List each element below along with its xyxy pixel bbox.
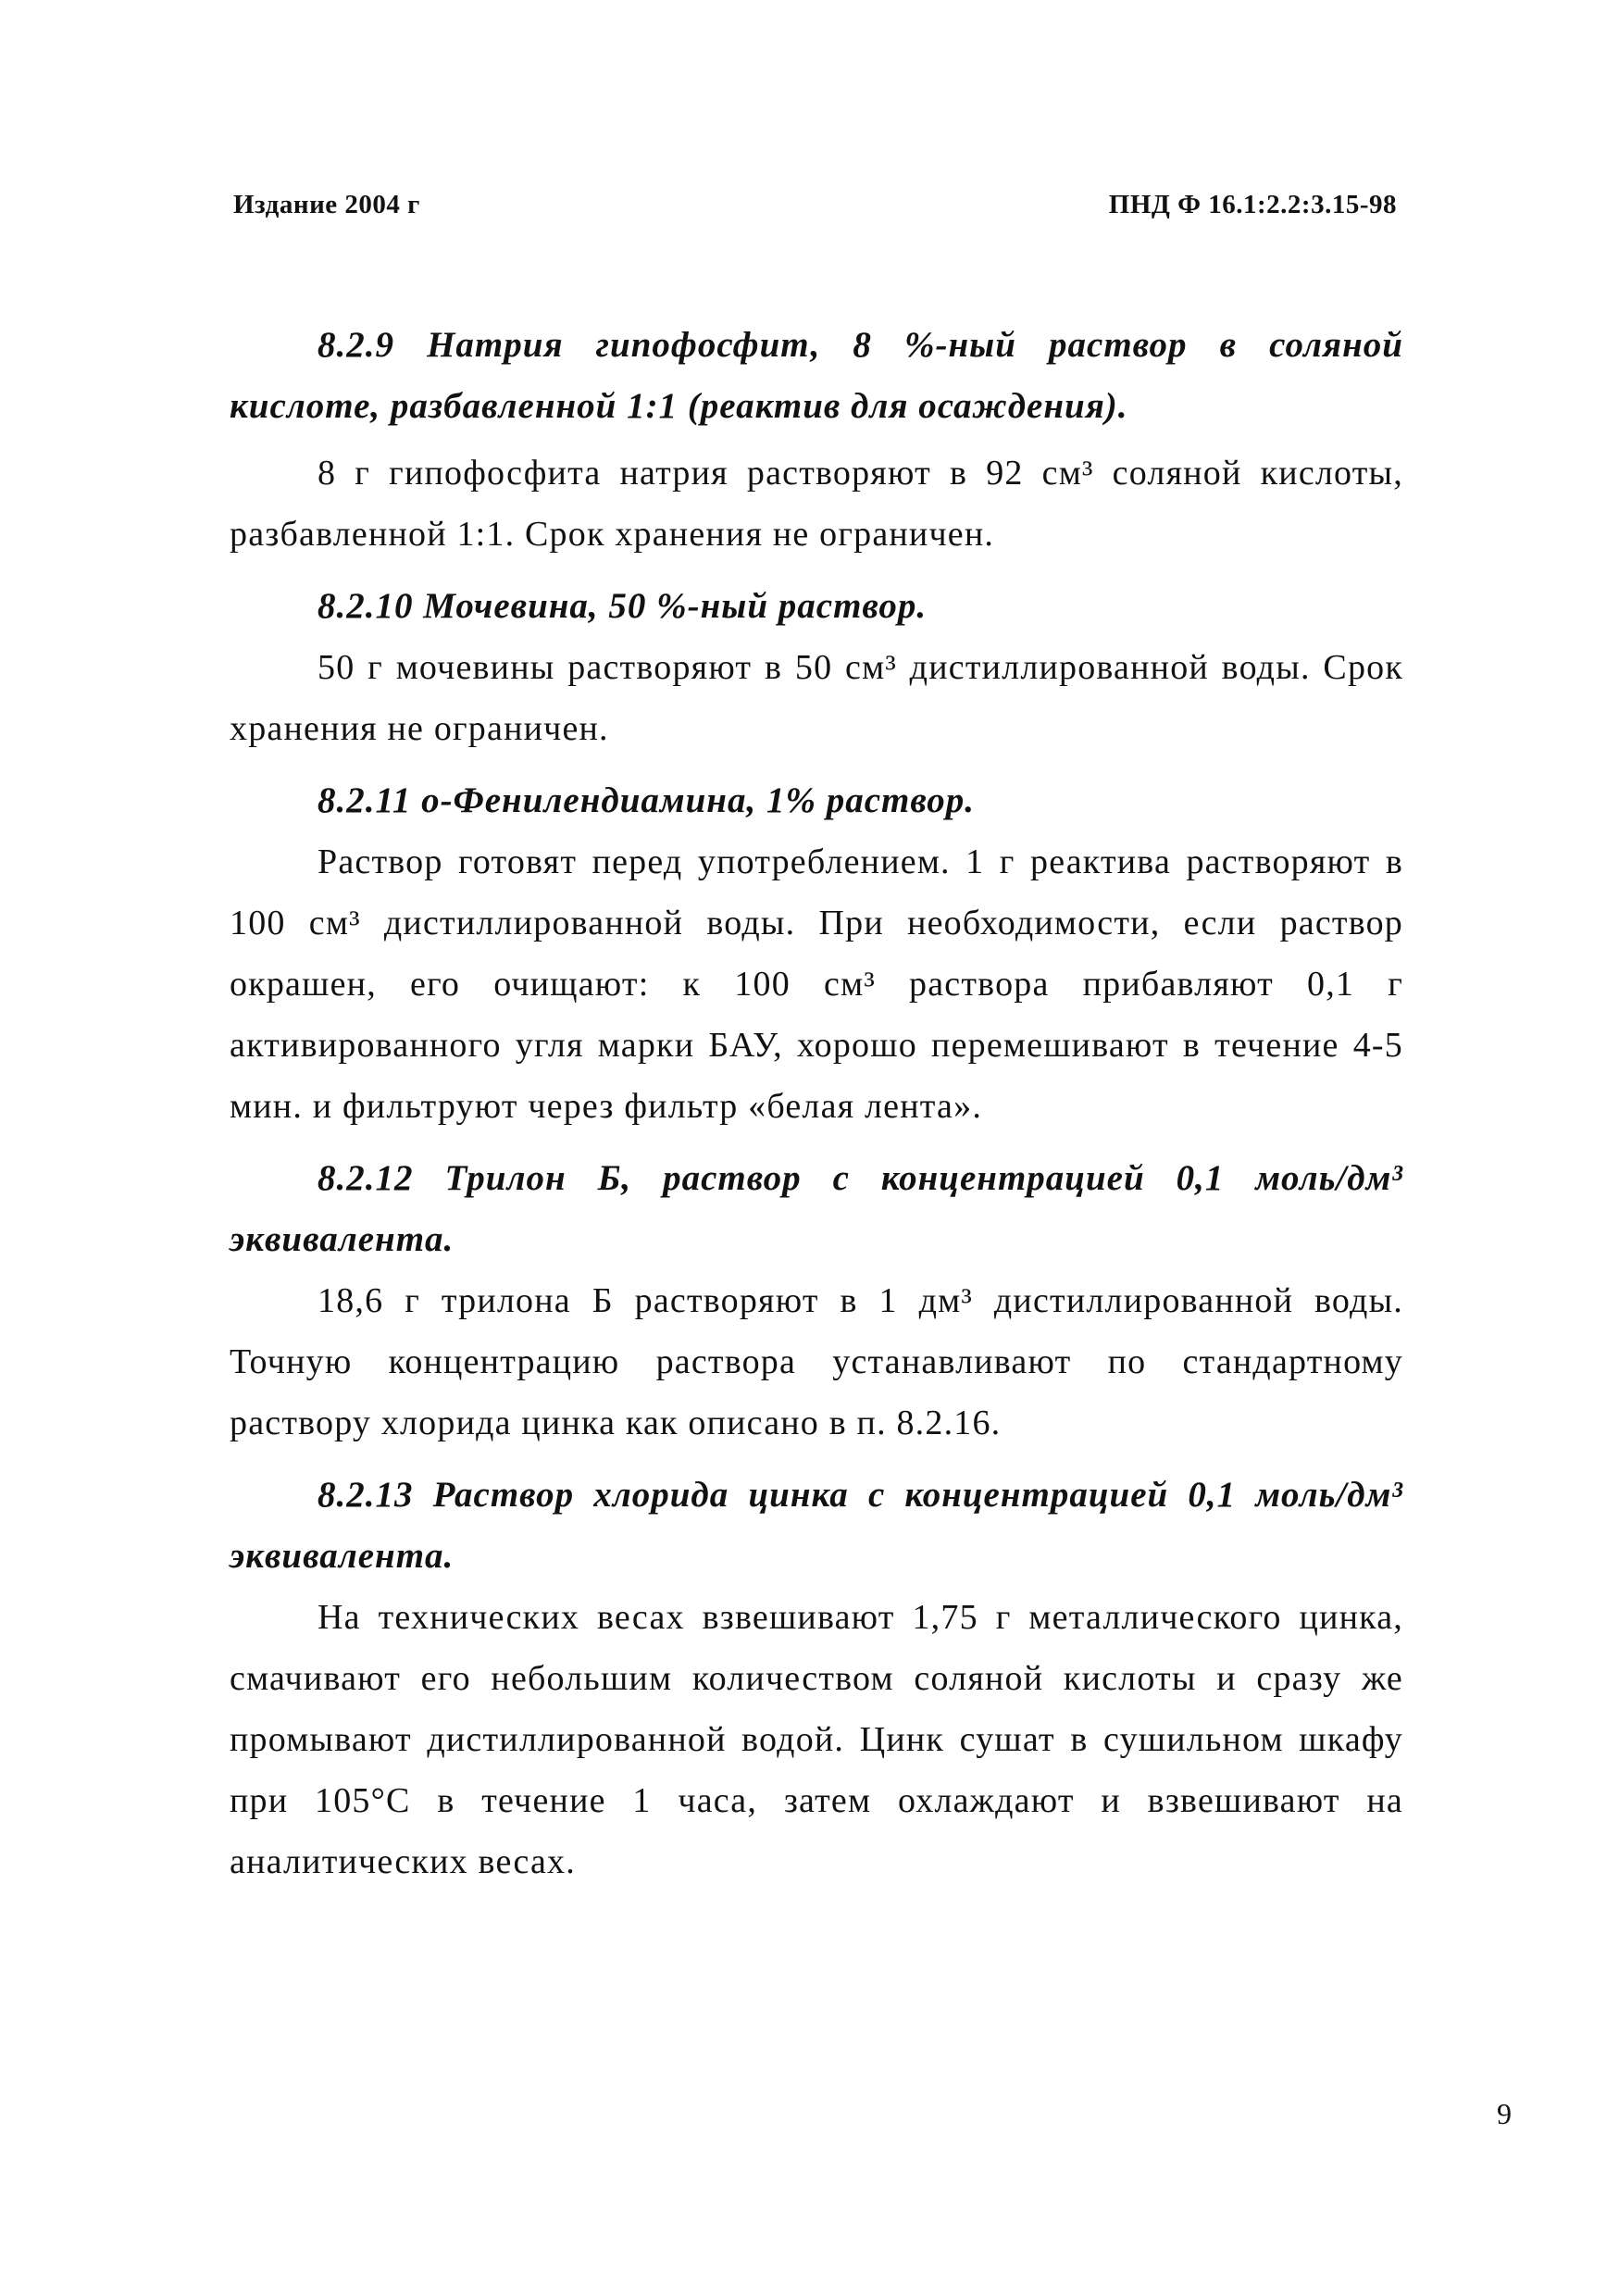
- section-heading: 8.2.11 о-Фенилендиамина, 1% раствор.: [318, 780, 976, 820]
- section-heading: 8.2.13 Раствор хлорида цинка с концентрацией 0,1 моль/дм³ эквивалента.: [230, 1475, 1403, 1576]
- section-paragraph: 8 г гипофосфита натрия растворяют в 92 см³ соляной кислоты, разбавленной 1:1. Срок хранения не ограничен.: [230, 454, 1403, 554]
- section-heading: 8.2.12 Трилон Б, раствор с концентрацией 0,1 моль/дм³ эквивалента.: [230, 1158, 1403, 1259]
- section-paragraph: Раствор готовят перед употреблением. 1 г реактива растворяют в 100 см³ дистиллированной воды. При необходимости, если раствор окрашен, его очищают: к 100 см³ раствора прибавляют 0,1 г активированного угля марки БАУ, хорошо перемешивают в течение 4-5 мин. и фильтруют через фильтр «белая лента».: [230, 842, 1403, 1126]
- document-body: [230, 315, 1403, 1903]
- section-8-2-10: [230, 576, 1403, 759]
- section-paragraph: 50 г мочевины растворяют в 50 см³ дистиллированной воды. Срок хранения не ограничен.: [230, 648, 1403, 748]
- page-number: 9: [1497, 2097, 1512, 2130]
- page-header: [0, 190, 1619, 227]
- section-heading: 8.2.9 Натрия гипофосфит, 8 %-ный раствор в соляной кислоте, разбавленной 1:1 (реактив для осаждения).: [230, 325, 1403, 426]
- section-8-2-9: [230, 315, 1403, 565]
- document-code: ПНД Ф 16.1:2.2:3.15-98: [1108, 190, 1397, 219]
- edition-label: Издание 2004 г: [233, 190, 420, 219]
- section-8-2-11: [230, 770, 1403, 1137]
- section-8-2-12: [230, 1148, 1403, 1454]
- section-paragraph: На технических весах взвешивают 1,75 г металлического цинка, смачивают его небольшим количеством соляной кислоты и сразу же промывают дистиллированной водой. Цинк сушат в сушильном шкафу при 105°С в течение 1 часа, затем охлаждают и взвешивают на аналитических весах.: [230, 1598, 1403, 1881]
- section-heading: 8.2.10 Мочевина, 50 %-ный раствор.: [318, 586, 928, 626]
- section-8-2-13: [230, 1465, 1403, 1892]
- section-paragraph: 18,6 г трилона Б растворяют в 1 дм³ дистиллированной воды. Точную концентрацию раствора устанавливают по стандартному раствору хлорида цинка как описано в п. 8.2.16.: [230, 1281, 1403, 1442]
